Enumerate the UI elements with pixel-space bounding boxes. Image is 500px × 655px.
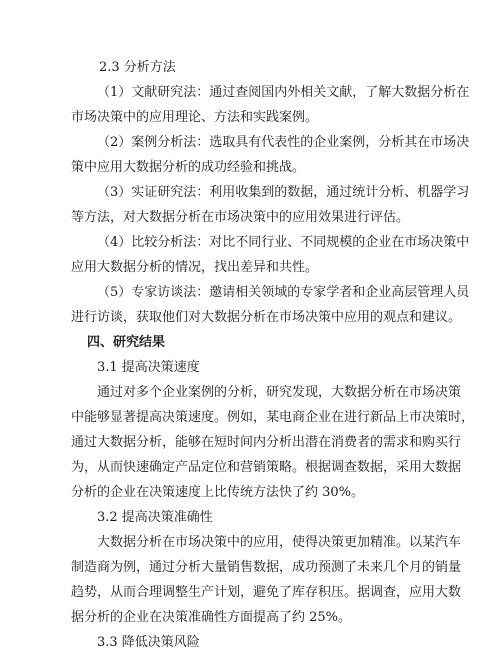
section-3-1-paragraph [71,380,475,505]
paragraph-line: 为，从而快速确定产品定位和营销策略。根据调查数据，采用大数据 [71,460,462,475]
paragraph-line: 应用大数据分析的情况，找出差异和共性。 [71,260,319,275]
paragraph-line: 等方法，对大数据分析在市场决策中的应用效果进行评估。 [71,210,410,225]
section-3-2-paragraph [71,530,462,630]
paragraph-line: （3）实证研究法：利用收集到的数据，通过统计分析、机器学习 [97,185,470,200]
paragraph-line: 分析的企业在决策速度上比传统方法快了约 30%。 [71,485,365,500]
paragraph-line: （5）专家访谈法：邀请相关领域的专家学者和企业高层管理人员 [97,285,470,300]
paragraph-line: 市场决策中的应用理论、方法和实践案例。 [71,110,319,125]
section-heading-text: 四、研究结果 [87,335,166,350]
paragraph-line: 通过大数据分析，能够在短时间内分析出潜在消费者的需求和购买行 [71,435,462,450]
section-heading-text: 3.3 降低决策风险 [97,635,200,650]
paragraph-line: （2）案例分析法：选取具有代表性的企业案例，分析其在市场决 [97,135,470,150]
paragraph-line: 据分析的企业在决策准确性方面提高了约 25%。 [71,610,352,625]
section-heading-text: 2.3 分析方法 [99,60,176,75]
paragraph-line: 进行访谈，获取他们对大数据分析在市场决策中应用的观点和建议。 [71,310,462,325]
paragraph-line: （1）文献研究法：通过查阅国内外相关文献，了解大数据分析在 [97,85,470,100]
method-2-paragraph [71,130,470,180]
paragraph-line: 策中应用大数据分析的成功经验和挑战。 [71,160,306,175]
paragraph-line: （4）比较分析法：对比不同行业、不同规模的企业在市场决策中 [97,235,470,250]
section-2-3-heading [71,55,436,80]
section-heading-text: 3.2 提高决策准确性 [97,510,213,525]
paragraph-line: 制造商为例，通过分析大量销售数据，成功预测了未来几个月的销量 [71,560,462,575]
section-4-heading [71,330,436,355]
section-3-2-heading [71,505,436,530]
paragraph-line: 中能够显著提高决策速度。例如，某电商企业在进行新品上市决策时， [71,410,475,425]
method-5-paragraph [71,280,470,330]
method-4-paragraph [71,230,470,280]
paragraph-line: 趋势，从而合理调整生产计划，避免了库存积压。据调查，应用大数 [71,585,462,600]
method-1-paragraph [71,80,470,130]
section-3-3-heading [71,630,436,655]
method-3-paragraph [71,180,470,230]
section-3-1-heading [71,355,436,380]
paragraph-line: 通过对多个企业案例的分析，研究发现，大数据分析在市场决策 [97,385,462,400]
paragraph-line: 大数据分析在市场决策中的应用，使得决策更加精准。以某汽车 [97,535,462,550]
section-heading-text: 3.1 提高决策速度 [97,360,200,375]
